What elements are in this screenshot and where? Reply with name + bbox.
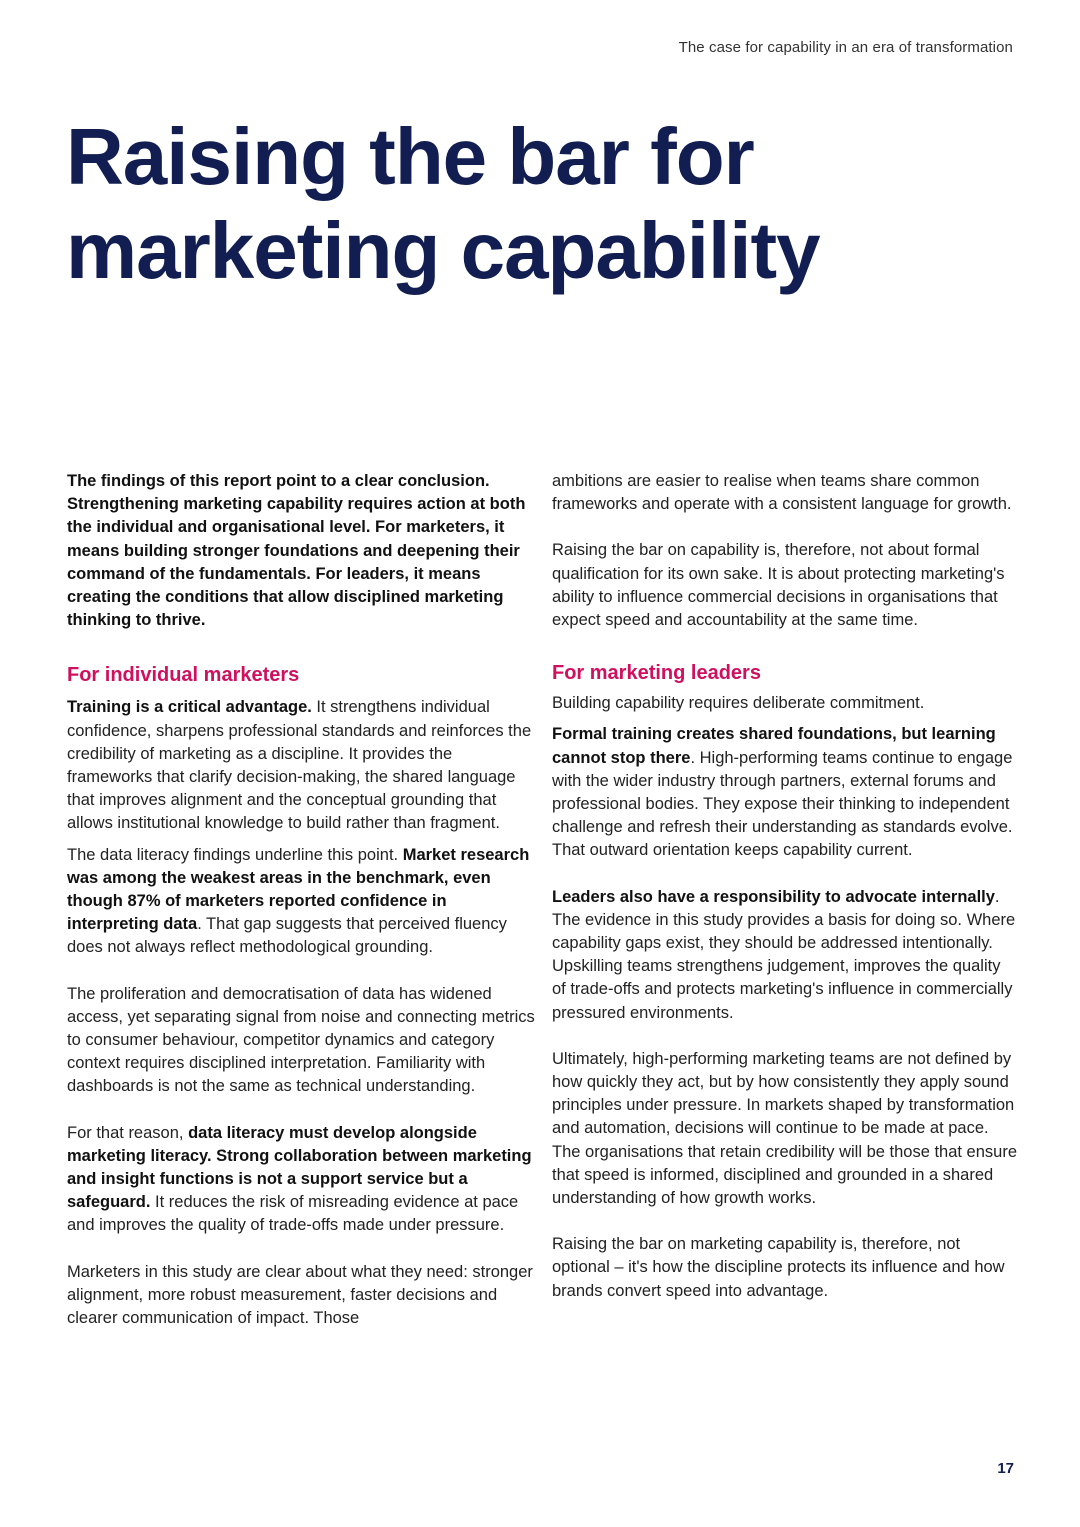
data-literacy-rest: . That gap suggests that perceived fluency does not always reflect methodological grounding. [67,915,507,957]
collaboration-bold: data literacy must develop alongside marketing literacy. Strong collaboration between marketing and insight functions is not a support service but a safeguard. [67,1123,532,1212]
collaboration-rest: It reduces the risk of misreading evidence at pace and improves the quality of trade-offs made under pressure. [67,1193,519,1235]
paragraph-raising-bar: Raising the bar on capability is, therefore, not about formal qualification for its own sake. It is about protecting marketing's ability to influence commercial decisions in organisations that expect speed and accountability at the same time. [552,541,1005,630]
paragraph-ultimately: Ultimately, high-performing marketing teams are not defined by how quickly they act, but by how consistently they apply sound principles under pressure. In markets shaped by transformation and automation, decisions will continue to be made at pace. The organisations that retain credibility will be those that ensure that speed is informed, disciplined and grounded in a shared understanding of how growth works. [552,1049,1018,1208]
heading-marketing-leaders: For marketing leaders [552,662,761,685]
formal-training-bold: Formal training creates shared foundations, but learning cannot stop there [552,725,996,767]
paragraph-proliferation: The proliferation and democratisation of data has widened access, yet separating signal from noise and connecting metrics to consumer behaviour, competitor dynamics and category context requires disciplined interpretation. Familiarity with dashboards is not the same as technical understanding. [67,984,535,1096]
right-column [552,470,1018,1303]
paragraph-conclusion: Raising the bar on marketing capability is, therefore, not optional – it's how the discipline protects its influence and how brands convert speed into advantage. [552,1235,1005,1300]
paragraph-data-literacy [67,844,535,960]
paragraph-training [67,696,535,835]
paragraph-collaboration [67,1122,535,1238]
paragraph-needs: Marketers in this study are clear about what they need: stronger alignment, more robust measurement, faster decisions and clearer communication of impact. Those [67,1262,533,1328]
collaboration-start: For that reason, [67,1123,189,1142]
left-column [67,470,535,1330]
advocate-bold: Leaders also have a responsibility to advocate internally [552,887,995,906]
heading-individual-marketers: For individual marketers [67,664,300,687]
training-bold: Training is a critical advantage. [67,698,312,717]
running-header: The case for capability in an era of transformation [678,39,1013,56]
intro-text: The findings of this report point to a clear conclusion. Strengthening marketing capability requires action at both the individual and organisational level. For marketers, it means building stronger foundations and deepening their command of the fundamentals. For leaders, it means creating the conditions that allow disciplined marketing thinking to thrive. [67,472,526,630]
page-title-line-1: Raising the bar for [66,112,754,201]
paragraph-ambitions: ambitions are easier to realise when teams share common frameworks and operate with a consistent language for growth. [552,472,1012,514]
paragraph-advocate [552,886,1018,1025]
advocate-text: . The evidence in this study provides a basis for doing so. Where capability gaps exist, they should be addressed intentionally. Upskilling teams strengthens judgement, improves the quality of trade-offs and protects marketing's influence in commercially pressured environments. [552,887,1016,1022]
data-literacy-bold: Market research was among the weakest areas in the benchmark, even though 87% of marketers reported confidence in interpreting data [67,845,530,934]
intro-paragraph [67,470,535,632]
page-number: 17 [997,1460,1014,1477]
formal-training-text: . High-performing teams continue to engage with the wider industry through partners, external forums and professional bodies. They expose their thinking to independent challenge and refresh their understanding as standards evolve. That outward orientation keeps capability current. [552,748,1013,860]
data-literacy-start: The data literacy findings underline this point. [67,845,403,864]
paragraph-formal-training [552,723,1018,862]
page-title-line-2: marketing capability [66,206,820,295]
training-text: It strengthens individual confidence, sharpens professional standards and reinforces the credibility of marketing as a discipline. It provides the frameworks that clarify decision-making, the shared language that improves alignment and the conceptual grounding that allows institutional knowledge to build rather than fragment. [67,698,532,833]
paragraph-commitment: Building capability requires deliberate commitment. [552,694,925,713]
page-title [66,110,820,298]
